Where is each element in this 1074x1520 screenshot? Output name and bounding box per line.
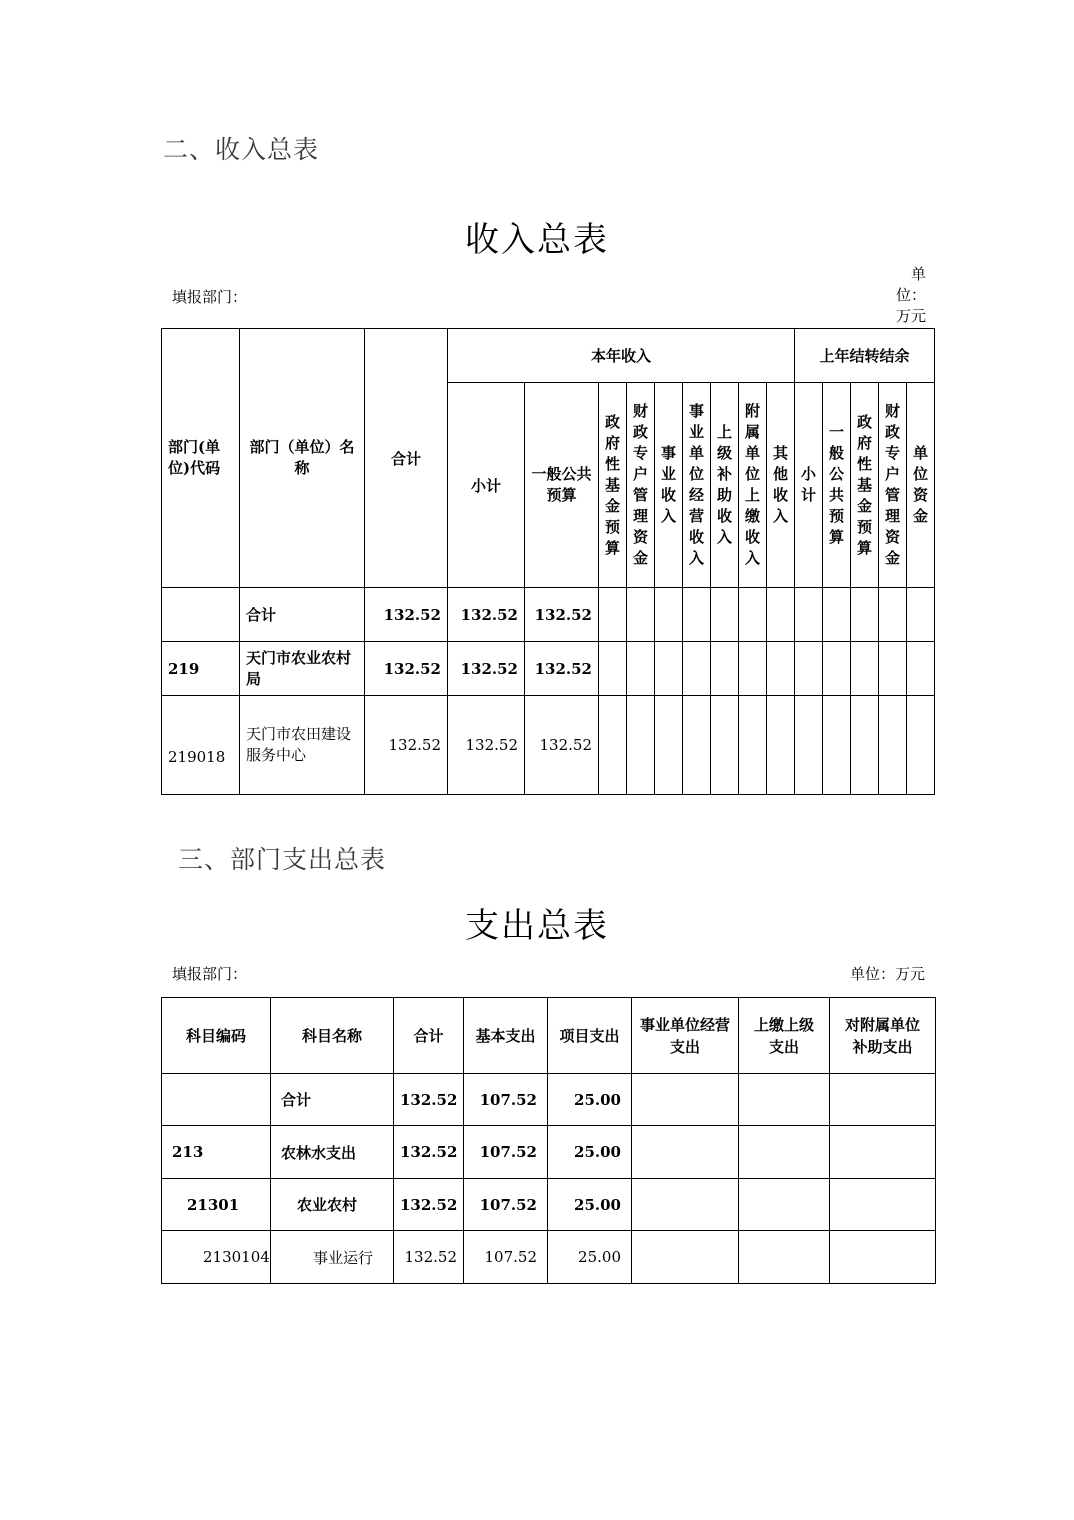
cell-basic: 107.52 bbox=[464, 1179, 548, 1231]
cell-code: 219018 bbox=[162, 696, 240, 795]
header-current-year-income: 本年收入 bbox=[448, 329, 795, 383]
cell-name: 合计 bbox=[271, 1074, 394, 1126]
cell-code bbox=[162, 1074, 271, 1126]
header-subject-code: 科目编码 bbox=[162, 998, 271, 1074]
cell-code: 213 bbox=[162, 1126, 271, 1179]
cell-subtotal: 132.52 bbox=[448, 696, 525, 795]
section-heading-income: 二、收入总表 bbox=[163, 135, 320, 164]
header-affiliate-payment: 附属单位上缴收入 bbox=[739, 383, 767, 588]
cell-subtotal: 132.52 bbox=[448, 642, 525, 696]
table-row bbox=[162, 1126, 936, 1179]
header-turn-over-expenditure: 上缴上级支出 bbox=[739, 998, 830, 1074]
cell-name: 事业运行 bbox=[271, 1231, 394, 1284]
cell-total: 132.52 bbox=[365, 588, 448, 642]
header-operating-income: 事业单位经营收入 bbox=[683, 383, 711, 588]
header-co-unit-fund: 单位资金 bbox=[907, 383, 935, 588]
header-subtotal: 小计 bbox=[448, 383, 525, 588]
income-summary-table bbox=[161, 328, 935, 795]
cell-general-budget: 132.52 bbox=[525, 696, 599, 795]
income-table-title: 收入总表 bbox=[465, 220, 609, 260]
table-row bbox=[162, 696, 935, 795]
header-total: 合计 bbox=[365, 329, 448, 588]
cell-total: 132.52 bbox=[394, 1179, 464, 1231]
cell-code bbox=[162, 588, 240, 642]
table-row bbox=[162, 588, 935, 642]
cell-total: 132.52 bbox=[394, 1126, 464, 1179]
table-row bbox=[162, 1074, 936, 1126]
header-subject-name: 科目名称 bbox=[271, 998, 394, 1074]
cell-code: 219 bbox=[162, 642, 240, 696]
header-co-gov-fund: 政府性基金预算 bbox=[851, 383, 879, 588]
cell-subtotal: 132.52 bbox=[448, 588, 525, 642]
cell-name: 天门市农业农村局 bbox=[240, 642, 365, 696]
header-basic-expenditure: 基本支出 bbox=[464, 998, 548, 1074]
header-total: 合计 bbox=[394, 998, 464, 1074]
table-row bbox=[162, 642, 935, 696]
cell-project: 25.00 bbox=[548, 1179, 632, 1231]
cell-name: 农业农村 bbox=[271, 1179, 394, 1231]
cell-total: 132.52 bbox=[365, 696, 448, 795]
section-heading-expenditure: 三、部门支出总表 bbox=[178, 845, 387, 874]
header-co-subtotal: 小计 bbox=[795, 383, 823, 588]
income-unit-label: 单位：万元 bbox=[895, 265, 926, 325]
header-other-income: 其他收入 bbox=[767, 383, 795, 588]
income-fill-dept-label: 填报部门： bbox=[172, 288, 248, 306]
expenditure-summary-table bbox=[161, 997, 936, 1284]
header-co-general-budget: 一般公共预算 bbox=[823, 383, 851, 588]
header-fiscal-special: 财政专户管理资金 bbox=[627, 383, 655, 588]
cell-basic: 107.52 bbox=[464, 1126, 548, 1179]
cell-name: 天门市农田建设服务中心 bbox=[240, 696, 365, 795]
cell-basic: 107.52 bbox=[464, 1074, 548, 1126]
cell-basic: 107.52 bbox=[464, 1231, 548, 1284]
expenditure-unit-label: 单位：万元 bbox=[849, 965, 925, 983]
cell-general-budget: 132.52 bbox=[525, 642, 599, 696]
cell-name: 农林水支出 bbox=[271, 1126, 394, 1179]
expenditure-fill-dept-label: 填报部门： bbox=[172, 965, 248, 983]
table-row bbox=[162, 1179, 936, 1231]
cell-total: 132.52 bbox=[394, 1231, 464, 1284]
header-general-budget: 一般公共预算 bbox=[525, 383, 599, 588]
expenditure-table-title: 支出总表 bbox=[465, 906, 609, 946]
cell-project: 25.00 bbox=[548, 1231, 632, 1284]
header-dept-code: 部门(单位)代码 bbox=[162, 329, 240, 588]
header-superior-subsidy: 上级补助收入 bbox=[711, 383, 739, 588]
cell-name: 合计 bbox=[240, 588, 365, 642]
cell-total: 132.52 bbox=[394, 1074, 464, 1126]
header-operating-expenditure: 事业单位经营支出 bbox=[632, 998, 739, 1074]
header-project-expenditure: 项目支出 bbox=[548, 998, 632, 1074]
cell-total: 132.52 bbox=[365, 642, 448, 696]
cell-general-budget: 132.52 bbox=[525, 588, 599, 642]
header-dept-name: 部门（单位）名称 bbox=[240, 329, 365, 588]
header-carry-over: 上年结转结余 bbox=[795, 329, 935, 383]
header-co-fiscal-special: 财政专户管理资金 bbox=[879, 383, 907, 588]
cell-project: 25.00 bbox=[548, 1074, 632, 1126]
cell-code: 2130104 bbox=[162, 1231, 271, 1284]
table-row bbox=[162, 1231, 936, 1284]
cell-code: 21301 bbox=[162, 1179, 271, 1231]
header-gov-fund: 政府性基金预算 bbox=[599, 383, 627, 588]
cell-project: 25.00 bbox=[548, 1126, 632, 1179]
header-affiliate-subsidy: 对附属单位补助支出 bbox=[830, 998, 936, 1074]
header-business-income: 事业收入 bbox=[655, 383, 683, 588]
